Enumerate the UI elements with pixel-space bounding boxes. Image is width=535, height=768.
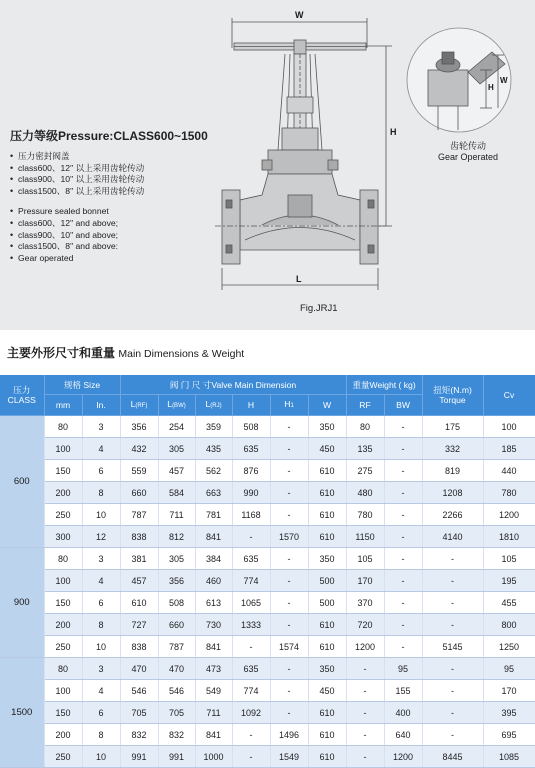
table-cell: 332 (422, 438, 483, 460)
table-title-en: Main Dimensions & Weight (118, 348, 245, 360)
table-cell: 610 (308, 636, 346, 658)
table-cell: 727 (120, 614, 158, 636)
note-en-item: • class600、12" and above; (10, 218, 215, 230)
table-cell: 175 (422, 416, 483, 438)
table-cell: 546 (120, 680, 158, 702)
table-cell: - (270, 702, 308, 724)
header-in: In. (82, 395, 120, 416)
table-cell: 546 (158, 680, 195, 702)
table-cell: 300 (44, 526, 82, 548)
table-cell: - (384, 526, 422, 548)
table-cell: - (422, 548, 483, 570)
table-cell: 730 (195, 614, 232, 636)
table-cell: 395 (483, 702, 535, 724)
table-row (0, 592, 535, 614)
table-cell: 10 (82, 504, 120, 526)
table-cell: 305 (158, 548, 195, 570)
table-cell: 6 (82, 702, 120, 724)
table-cell: 250 (44, 746, 82, 768)
table-cell: 774 (232, 570, 270, 592)
table-cell: 1549 (270, 746, 308, 768)
note-en-item: • Gear operated (10, 253, 215, 265)
table-cell: 8 (82, 724, 120, 746)
table-cell: - (270, 592, 308, 614)
table-cell: 135 (346, 438, 384, 460)
table-cell: 6 (82, 460, 120, 482)
table-cell: 1250 (483, 636, 535, 658)
table-cell: - (384, 504, 422, 526)
table-cell: - (270, 680, 308, 702)
table-cell: 1208 (422, 482, 483, 504)
table-cell: 155 (384, 680, 422, 702)
header-h1: H1 (270, 395, 308, 416)
table-cell: 105 (483, 548, 535, 570)
table-cell: 613 (195, 592, 232, 614)
table-cell: - (270, 482, 308, 504)
table-cell: 4 (82, 680, 120, 702)
header-weight: 重量Weight ( kg) (346, 375, 422, 395)
table-cell: 80 (346, 416, 384, 438)
note-cn-item: • 压力密封阀盖 (10, 151, 215, 163)
table-cell: 635 (232, 548, 270, 570)
table-cell: - (232, 724, 270, 746)
table-cell: 635 (232, 658, 270, 680)
table-row (0, 460, 535, 482)
header-w: W (308, 395, 346, 416)
table-cell: 876 (232, 460, 270, 482)
table-cell: 457 (158, 460, 195, 482)
table-cell: 610 (308, 504, 346, 526)
table-cell: - (270, 570, 308, 592)
table-cell: 780 (483, 482, 535, 504)
table-title (7, 344, 244, 361)
header-l-rf: L(RF) (120, 395, 158, 416)
table-cell: 450 (308, 680, 346, 702)
pressure-title: 压力等级Pressure:CLASS600~1500 (10, 129, 208, 143)
table-cell: 1065 (232, 592, 270, 614)
table-cell: - (422, 570, 483, 592)
note-en-item: • class1500、8" and above: (10, 241, 215, 253)
table-cell: 95 (483, 658, 535, 680)
table-cell: 150 (44, 592, 82, 614)
table-row (0, 504, 535, 526)
table-row (0, 416, 535, 438)
table-cell: 787 (120, 504, 158, 526)
table-cell: 5145 (422, 636, 483, 658)
table-cell: 200 (44, 482, 82, 504)
table-cell: 774 (232, 680, 270, 702)
table-cell: 10 (82, 746, 120, 768)
table-cell: 841 (195, 526, 232, 548)
table-cell: - (384, 614, 422, 636)
class-cell: 1500 (0, 658, 44, 768)
table-cell: 8445 (422, 746, 483, 768)
table-cell: - (384, 482, 422, 504)
table-cell: 610 (308, 614, 346, 636)
table-cell: 4 (82, 570, 120, 592)
header-mm: mm (44, 395, 82, 416)
table-row (0, 636, 535, 658)
table-cell: - (232, 746, 270, 768)
note-cn-item: • class900、10" 以上采用齿轮传动 (10, 174, 215, 186)
dim-l-label: L (296, 274, 302, 284)
table-cell: 500 (308, 570, 346, 592)
table-cell: 10 (82, 636, 120, 658)
table-cell: 832 (158, 724, 195, 746)
table-cell: - (384, 592, 422, 614)
table-row (0, 526, 535, 548)
table-cell: - (346, 680, 384, 702)
gear-caption-en: Gear Operated (437, 152, 499, 162)
table-cell: 100 (44, 570, 82, 592)
dim-h-label: H (390, 127, 397, 137)
table-cell: 195 (483, 570, 535, 592)
gear-dim-w-label: W (500, 76, 508, 85)
table-cell: 2266 (422, 504, 483, 526)
table-cell: 8 (82, 482, 120, 504)
table-cell: - (346, 658, 384, 680)
table-cell: 660 (120, 482, 158, 504)
table-cell: 1150 (346, 526, 384, 548)
table-cell: 610 (308, 482, 346, 504)
table-row (0, 548, 535, 570)
table-cell: 450 (308, 438, 346, 460)
table-cell: 610 (308, 702, 346, 724)
table-cell: 508 (158, 592, 195, 614)
table-cell: 185 (483, 438, 535, 460)
table-cell: - (384, 636, 422, 658)
table-cell: 1200 (384, 746, 422, 768)
table-cell: 819 (422, 460, 483, 482)
table-cell: 356 (120, 416, 158, 438)
table-row (0, 746, 535, 768)
table-cell: 305 (158, 438, 195, 460)
table-cell: 838 (120, 526, 158, 548)
notes-cn (10, 151, 215, 197)
table-row (0, 724, 535, 746)
note-en-item: • class900、10" and above; (10, 230, 215, 242)
table-cell: 80 (44, 548, 82, 570)
table-row (0, 570, 535, 592)
table-cell: 460 (195, 570, 232, 592)
table-body (0, 416, 535, 768)
table-cell: 610 (308, 460, 346, 482)
note-en-item: • Pressure sealed bonnet (10, 206, 215, 218)
table-cell: - (384, 416, 422, 438)
table-cell: 1200 (346, 636, 384, 658)
table-cell: 635 (232, 438, 270, 460)
table-cell: 170 (346, 570, 384, 592)
table-cell: 350 (308, 658, 346, 680)
table-row (0, 702, 535, 724)
table-cell: 3 (82, 548, 120, 570)
table-cell: - (270, 658, 308, 680)
table-cell: 610 (308, 724, 346, 746)
table-cell: 812 (158, 526, 195, 548)
header-h: H (232, 395, 270, 416)
table-cell: - (346, 702, 384, 724)
table-cell: 1168 (232, 504, 270, 526)
table-cell: 200 (44, 614, 82, 636)
table-cell: - (270, 460, 308, 482)
table-cell: 150 (44, 702, 82, 724)
table-cell: 1570 (270, 526, 308, 548)
figure-caption: Fig.JRJ1 (300, 303, 338, 314)
table-cell: 780 (346, 504, 384, 526)
table-cell: 1810 (483, 526, 535, 548)
table-cell: 100 (483, 416, 535, 438)
table-cell: 705 (158, 702, 195, 724)
table-cell: 1092 (232, 702, 270, 724)
table-cell: - (422, 592, 483, 614)
table-cell: - (384, 460, 422, 482)
table-cell: 432 (120, 438, 158, 460)
table-row (0, 658, 535, 680)
table-cell: 610 (120, 592, 158, 614)
table-cell: 705 (120, 702, 158, 724)
table-cell: 841 (195, 636, 232, 658)
table-cell: 350 (308, 548, 346, 570)
table-cell: 991 (120, 746, 158, 768)
header-l-bw: L(BW) (158, 395, 195, 416)
table-row (0, 438, 535, 460)
table-cell: 1000 (195, 746, 232, 768)
table-cell: 350 (308, 416, 346, 438)
table-cell: 1333 (232, 614, 270, 636)
header-valve-dimension: 阀 门 尺 寸Valve Main Dimension (120, 375, 346, 395)
table-cell: 356 (158, 570, 195, 592)
gear-caption (423, 141, 513, 163)
header-class: 压力 CLASS (0, 375, 44, 416)
table-cell: 457 (120, 570, 158, 592)
table-cell: 695 (483, 724, 535, 746)
table-cell: 381 (120, 548, 158, 570)
dimensions-table (0, 375, 535, 768)
table-cell: 80 (44, 658, 82, 680)
table-cell: 711 (158, 504, 195, 526)
table-cell: 4 (82, 438, 120, 460)
table-cell: 370 (346, 592, 384, 614)
table-cell: 200 (44, 724, 82, 746)
note-cn-item: • class1500、8" 以上采用齿轮传动 (10, 186, 215, 198)
table-cell: - (422, 724, 483, 746)
header-rf: RF (346, 395, 384, 416)
table-cell: 250 (44, 504, 82, 526)
table-cell: 8 (82, 614, 120, 636)
class-cell: 900 (0, 548, 44, 658)
table-cell: 781 (195, 504, 232, 526)
table-cell: 500 (308, 592, 346, 614)
table-cell: 470 (158, 658, 195, 680)
table-cell: 832 (120, 724, 158, 746)
table-cell: 549 (195, 680, 232, 702)
table-cell: - (346, 746, 384, 768)
table-cell: 473 (195, 658, 232, 680)
table-cell: - (422, 658, 483, 680)
table-cell: 455 (483, 592, 535, 614)
header-l-rj: L(RJ) (195, 395, 232, 416)
table-cell: 800 (483, 614, 535, 636)
header-bw: BW (384, 395, 422, 416)
table-cell: 610 (308, 526, 346, 548)
gear-caption-cn: 齿轮传动 (449, 141, 486, 151)
table-cell: 6 (82, 592, 120, 614)
table-cell: 3 (82, 416, 120, 438)
table-cell: 711 (195, 702, 232, 724)
table-cell: 1085 (483, 746, 535, 768)
table-cell: 663 (195, 482, 232, 504)
header-cv: Cv (483, 375, 535, 416)
table-cell: 400 (384, 702, 422, 724)
table-cell: 1574 (270, 636, 308, 658)
table-cell: 841 (195, 724, 232, 746)
table-row (0, 680, 535, 702)
table-cell: - (422, 702, 483, 724)
table-cell: 480 (346, 482, 384, 504)
table-cell: 100 (44, 438, 82, 460)
table-cell: 610 (308, 746, 346, 768)
table-cell: 95 (384, 658, 422, 680)
table-cell: - (270, 548, 308, 570)
drawing-panel (0, 0, 535, 330)
table-cell: 150 (44, 460, 82, 482)
header-torque: 扭矩(N.m) Torque (422, 375, 483, 416)
table-cell: 1496 (270, 724, 308, 746)
table-cell: - (384, 438, 422, 460)
table-cell: - (384, 570, 422, 592)
table-cell: 720 (346, 614, 384, 636)
table-cell: 660 (158, 614, 195, 636)
table-cell: - (270, 614, 308, 636)
table-cell: 12 (82, 526, 120, 548)
table-cell: 640 (384, 724, 422, 746)
table-cell: 250 (44, 636, 82, 658)
table-cell: - (270, 416, 308, 438)
table-cell: - (270, 438, 308, 460)
table-cell: - (346, 724, 384, 746)
table-cell: 584 (158, 482, 195, 504)
table-cell: - (270, 504, 308, 526)
table-cell: 80 (44, 416, 82, 438)
table-cell: 275 (346, 460, 384, 482)
table-cell: 359 (195, 416, 232, 438)
dim-w-label: W (295, 10, 304, 20)
table-cell: - (232, 636, 270, 658)
table-cell: 170 (483, 680, 535, 702)
table-cell: 559 (120, 460, 158, 482)
table-cell: 991 (158, 746, 195, 768)
table-cell: - (232, 526, 270, 548)
table-cell: 3 (82, 658, 120, 680)
table-row (0, 614, 535, 636)
table-cell: - (422, 680, 483, 702)
table-cell: 4140 (422, 526, 483, 548)
header-size: 规格 Size (44, 375, 120, 395)
table-cell: 435 (195, 438, 232, 460)
gear-dim-h-label: H (488, 83, 494, 92)
table-cell: 1200 (483, 504, 535, 526)
table-cell: - (384, 548, 422, 570)
table-cell: 105 (346, 548, 384, 570)
table-cell: 440 (483, 460, 535, 482)
table-cell: 562 (195, 460, 232, 482)
pressure-notes (10, 130, 215, 273)
table-cell: 470 (120, 658, 158, 680)
table-title-cn: 主要外形尺寸和重量 (7, 346, 116, 360)
note-cn-item: • class600、12" 以上采用齿轮传动 (10, 163, 215, 175)
table-cell: - (422, 614, 483, 636)
table-header-row (0, 375, 535, 395)
table-cell: 787 (158, 636, 195, 658)
table-cell: 990 (232, 482, 270, 504)
table-cell: 508 (232, 416, 270, 438)
class-cell: 600 (0, 416, 44, 548)
table-cell: 254 (158, 416, 195, 438)
notes-en (10, 206, 215, 264)
table-cell: 384 (195, 548, 232, 570)
table-cell: 838 (120, 636, 158, 658)
table-row (0, 482, 535, 504)
table-cell: 100 (44, 680, 82, 702)
